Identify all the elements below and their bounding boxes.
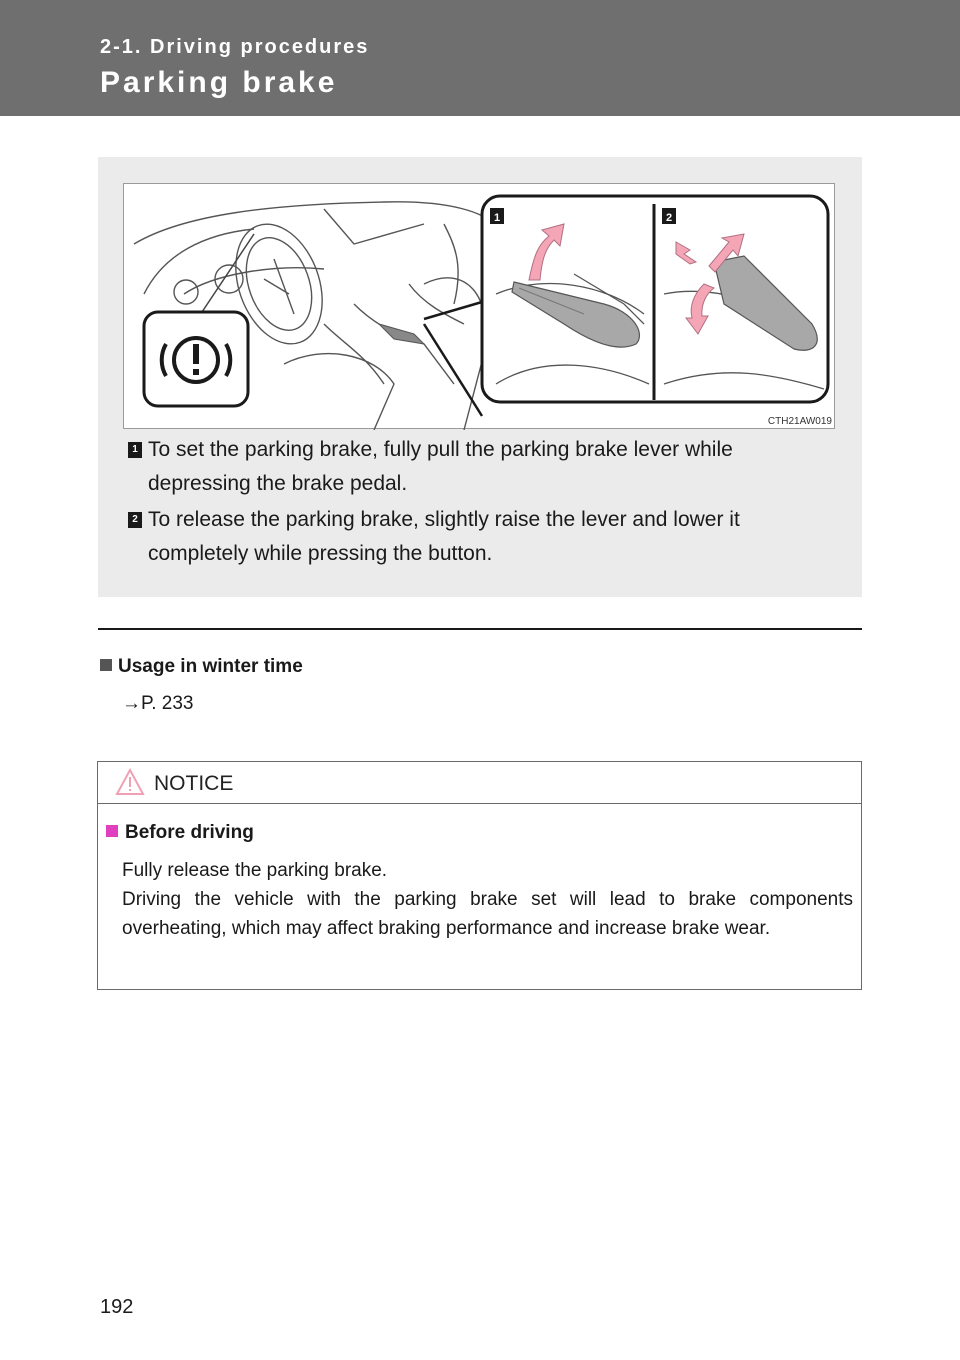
section-label: 2-1. Driving procedures [100,36,370,58]
notice-bullet-icon [106,825,118,837]
notice-label: NOTICE [154,772,234,795]
figure-code: CTH21AW019 [767,416,832,427]
chapter-header [0,0,960,116]
section-divider [98,628,862,630]
notice-paragraph: Driving the vehicle with the parking brake set will lead to brake components overheating, which may affect braking performance and increase brake wear. [122,889,853,939]
bullet-square-icon [100,659,112,671]
notice-box [97,761,862,990]
step-2-badge: 2 [128,512,142,528]
step-1-badge: 1 [128,442,142,458]
notice-subheading-text: Before driving [125,822,254,843]
warning-triangle-icon [115,768,145,796]
figure-box [98,157,862,597]
usage-heading-text: Usage in winter time [118,656,303,677]
step-1 [128,433,838,501]
notice-header [98,762,861,804]
notice-paragraph: Fully release the parking brake. [122,860,388,881]
cabin-drawing [124,184,836,430]
usage-page-reference: →P. 233 [122,693,194,714]
callout-2: 2 [665,212,673,224]
notice-body [122,856,853,943]
usage-heading [100,656,303,678]
step-1-text: To set the parking brake, fully pull the parking brake lever while depressing the brake pedal. [148,438,733,495]
step-2 [128,503,838,571]
parking-brake-illustration [123,183,835,429]
page-title: Parking brake [100,66,338,99]
page-number: 192 [100,1296,134,1318]
callout-1: 1 [493,212,501,224]
notice-subheading [106,822,254,844]
step-2-text: To release the parking brake, slightly raise the lever and lower it completely while pressing the button. [148,508,740,565]
